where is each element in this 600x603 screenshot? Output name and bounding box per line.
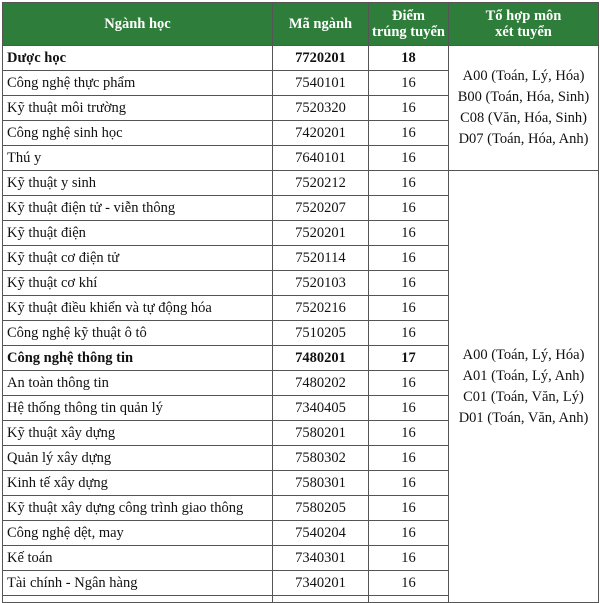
major-name: Kỹ thuật y sinh — [3, 171, 273, 196]
major-name: Công nghệ sinh học — [3, 121, 273, 146]
subject-combo-group-2: A00 (Toán, Lý, Hóa) A01 (Toán, Lý, Anh) C01 (Toán, Văn, Lý) D01 (Toán, Văn, Anh) — [449, 171, 599, 603]
major-name: An toàn thông tin — [3, 371, 273, 396]
major-score: 16 — [369, 371, 449, 396]
major-code: 7540204 — [273, 521, 369, 546]
major-score: 16 — [369, 271, 449, 296]
major-code: 7580301 — [273, 471, 369, 496]
major-score: 16 — [369, 446, 449, 471]
major-name: Công nghệ thông tin — [3, 346, 273, 371]
major-name: Kỹ thuật xây dựng — [3, 421, 273, 446]
major-name: Thú y — [3, 146, 273, 171]
major-score: 16 — [369, 196, 449, 221]
major-code: 7580201 — [273, 421, 369, 446]
major-name: Tài chính - Ngân hàng — [3, 571, 273, 596]
header-score: Điểm trúng tuyển — [369, 3, 449, 46]
major-score: 16 — [369, 321, 449, 346]
table-row — [3, 46, 599, 71]
major-name: Công nghệ thực phẩm — [3, 71, 273, 96]
major-name: Công nghệ dệt, may — [3, 521, 273, 546]
major-score: 16 — [369, 146, 449, 171]
major-score: 16 — [369, 521, 449, 546]
major-score: 18 — [369, 46, 449, 71]
major-code: 7340301 — [273, 546, 369, 571]
major-code: 7480202 — [273, 371, 369, 396]
major-code: 7520207 — [273, 196, 369, 221]
major-name: Dược học — [3, 46, 273, 71]
header-row — [3, 3, 599, 46]
major-name: Kỹ thuật cơ điện tử — [3, 246, 273, 271]
major-name: Kỹ thuật điện — [3, 221, 273, 246]
major-code: 7340405 — [273, 396, 369, 421]
major-name: Kế toán — [3, 546, 273, 571]
header-combo: Tổ hợp môn xét tuyển — [449, 3, 599, 46]
major-name: Kỹ thuật điều khiển và tự động hóa — [3, 296, 273, 321]
major-name: Công nghệ kỹ thuật ô tô — [3, 321, 273, 346]
admission-scores-table — [2, 2, 599, 603]
header-code: Mã ngành — [273, 3, 369, 46]
major-name: Kỹ thuật xây dựng công trình giao thông — [3, 496, 273, 521]
major-code: 7480201 — [273, 346, 369, 371]
header-major: Ngành học — [3, 3, 273, 46]
major-score: 16 — [369, 421, 449, 446]
major-name: Hệ thống thông tin quản lý — [3, 396, 273, 421]
subject-combo-group-1: A00 (Toán, Lý, Hóa) B00 (Toán, Hóa, Sinh) C08 (Văn, Hóa, Sinh) D07 (Toán, Hóa, Anh) — [449, 46, 599, 171]
major-score: 16 — [369, 471, 449, 496]
major-code: 7510205 — [273, 321, 369, 346]
major-score: 16 — [369, 221, 449, 246]
major-code: 7520103 — [273, 271, 369, 296]
major-code: 7520114 — [273, 246, 369, 271]
major-name: Quản lý xây dựng — [3, 446, 273, 471]
major-name: Kỹ thuật điện tử - viễn thông — [3, 196, 273, 221]
major-name: Kinh tế xây dựng — [3, 471, 273, 496]
major-score: 17 — [369, 346, 449, 371]
major-code: 7520320 — [273, 96, 369, 121]
major-score: 16 — [369, 121, 449, 146]
major-code: 7640101 — [273, 146, 369, 171]
major-code: 7720201 — [273, 46, 369, 71]
major-score: 16 — [369, 171, 449, 196]
major-code: 7580205 — [273, 496, 369, 521]
major-score: 16 — [369, 296, 449, 321]
major-score: 16 — [369, 246, 449, 271]
major-score: 16 — [369, 571, 449, 596]
major-code: 7520212 — [273, 171, 369, 196]
table-row — [3, 171, 599, 196]
major-code: 7520201 — [273, 221, 369, 246]
major-code: 7340201 — [273, 571, 369, 596]
major-score: 16 — [369, 496, 449, 521]
major-code: 7540101 — [273, 71, 369, 96]
major-score: 16 — [369, 546, 449, 571]
major-name: Kỹ thuật cơ khí — [3, 271, 273, 296]
major-code: 7420201 — [273, 121, 369, 146]
major-score: 16 — [369, 396, 449, 421]
major-name: Kỹ thuật môi trường — [3, 96, 273, 121]
major-score: 16 — [369, 71, 449, 96]
major-score: 16 — [369, 96, 449, 121]
major-code: 7520216 — [273, 296, 369, 321]
major-code: 7580302 — [273, 446, 369, 471]
